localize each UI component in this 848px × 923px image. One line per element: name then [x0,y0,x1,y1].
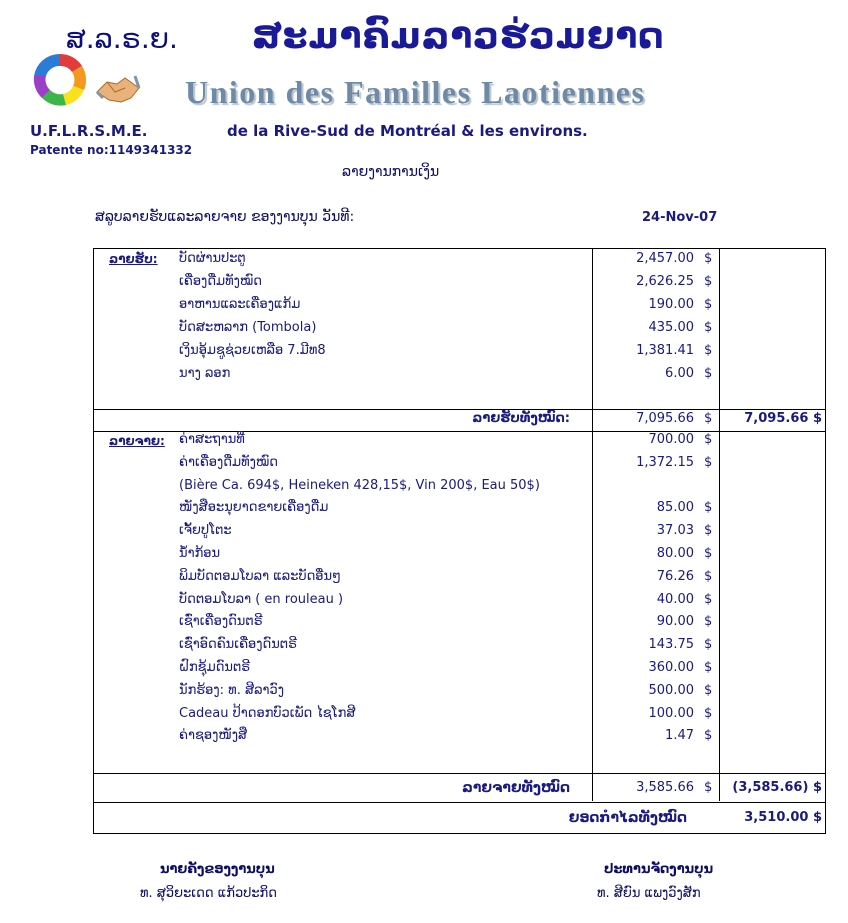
org-location: de la Rive-Sud de Montréal & les environs. [227,122,588,140]
expense-item-amount: 100.00 [648,705,694,721]
expense-total-divider [94,773,825,774]
income-item-currency: $ [704,343,713,358]
expense-item-amount: 85.00 [656,500,694,516]
income-total-amount: 7,095.66 [636,411,694,426]
income-item-label: ເຄື່ອງດື່ມທັງໝົດ [179,274,263,289]
expense-item-currency: $ [704,454,713,470]
total-column-divider [719,249,720,801]
expense-total-currency: $ [704,780,713,795]
expense-section-label: ລາຍຈາຍ: [109,434,165,448]
expense-item-currency: $ [704,660,713,675]
expense-item-label: ຄ່າເຄື່ອງດື່ມທັງໝົດ [179,454,278,470]
report-title: ລາຍງານການເງິນ [342,164,440,180]
expense-item-label: ນັກຮ້ອງ: ທ. ສີລາວົງ [179,682,285,698]
income-item-amount: 435.00 [648,320,694,335]
expense-total-amount: 3,585.66 [636,780,694,795]
treasurer-title: ນາຍຄັງຂອງງານບຸນ [160,862,275,877]
expense-item-amount: 1,372.15 [636,454,694,470]
expense-item-label: ໜັງສືອະນຸຍາດຂາຍເຄື່ອງດື່ມ [179,500,329,516]
income-item-amount: 2,457.00 [636,251,694,266]
expense-item-label: ຄ່າຊອງໜັງສື [179,728,248,744]
income-item-label: ບັດສະຫລາກ (Tombola) [179,320,317,335]
finance-table [93,248,826,834]
income-item-label: ເງິນອຸ້ມຊູຊ່ວຍເຫລືອ 7.ມີທ8 [179,343,326,358]
income-item-amount: 190.00 [648,297,694,312]
expense-item-amount: 40.00 [656,591,694,607]
expense-item-label: ນ້ຳກ້ອນ [179,546,221,561]
expense-item-currency: $ [704,614,713,630]
profit-divider [94,802,825,803]
expense-item-currency: $ [704,637,713,653]
expense-item-label: ເຈັ້ຍປູໂຕະ [179,523,232,539]
income-item-currency: $ [704,251,713,266]
expense-item-label: ບັດຕອມໂບລາ ( en rouleau ) [179,591,344,607]
org-french-title: Union des Familles Laotiennes [185,74,646,110]
income-total-divider [94,409,825,410]
expense-item-amount: 90.00 [656,614,694,630]
report-date: 24-Nov-07 [642,210,718,225]
expense-item-currency: $ [704,523,713,539]
expense-item-amount: 143.75 [648,637,694,653]
income-item-currency: $ [704,274,713,289]
income-total-currency: $ [704,411,713,426]
expense-total-label: ລາຍຈາຍທັງໝົດ [462,780,570,796]
expense-item-amount: 80.00 [656,546,694,561]
expense-item-currency: $ [704,705,713,721]
expense-item-currency: $ [704,728,713,744]
expense-item-amount: 360.00 [648,660,694,675]
expense-item-currency: $ [704,591,713,607]
treasurer-name: ທ. ສຸວິຍະເດດ ແກ້ວປະກິດ [140,886,277,901]
patent-number: Patente no:1149341332 [30,143,193,157]
income-grand-total: 7,095.66 $ [744,411,822,426]
expense-item-amount: 1.47 [665,728,694,744]
expense-item-label: (Bière Ca. 694$, Heineken 428,15$, Vin 200$, Eau 50$) [179,477,540,493]
summary-label: ສລູບລາຍຮັບແລະລາຍຈາຍ ຂອງງານບຸນ ວັນທີ: [95,209,355,225]
income-item-label: ບັດຜ່ານປະຕູ [179,251,246,266]
handshake-icon [95,68,141,106]
expense-item-label: ຄ່າສະຖານທີ່ [179,432,245,447]
expense-item-currency: $ [704,682,713,698]
expense-item-label: ເຊົ່າອົດຄົນເຄື່ອງດົນຕຣີ [179,637,298,653]
expense-item-label: ຝົກຊຸ້ມດົນຕຣີ [179,660,251,675]
expense-item-amount: 700.00 [648,432,694,447]
profit-amount: 3,510.00 $ [744,810,822,825]
org-code: U.F.L.R.S.M.E. [30,122,148,140]
income-item-currency: $ [704,320,713,335]
income-item-amount: 1,381.41 [636,343,694,358]
profit-label: ຍອດກຳໄລທັງໝົດ [568,810,687,826]
expense-item-currency: $ [704,568,713,584]
income-item-amount: 2,626.25 [636,274,694,289]
president-name: ທ. ສີຍົນ ແພງວົງສັກ [597,886,701,901]
org-lao-title: ສະມາຄົມລາວຮ່ວມຍາດ [252,16,665,57]
expense-item-label: ພິມບັດຕອມໂບລາ ແລະບັດອື່ນໆ [179,568,341,584]
expense-grand-total: (3,585.66) $ [732,780,822,795]
income-item-currency: $ [704,366,713,381]
president-title: ປະທານຈັດງານບຸນ [604,862,714,877]
income-item-label: ອາຫານແລະເຄື່ອງແກ້ມ [179,297,301,312]
expense-item-label: ເຊົ່າເຄື່ອງດົນຕຣີ [179,614,263,630]
expense-item-amount: 37.03 [656,523,694,539]
income-item-amount: 6.00 [665,366,694,381]
expense-item-amount: 76.26 [656,568,694,584]
income-section-label: ລາຍຮັບ: [109,252,158,266]
income-total-label: ລາຍຮັບທັງໝົດ: [472,411,570,426]
expense-item-currency: $ [704,546,713,561]
recycle-wheel-logo [30,50,90,110]
expense-item-currency: $ [704,432,713,447]
income-item-currency: $ [704,297,713,312]
org-abbreviation: ສ.ລ.ຣ.ຍ. [66,22,178,55]
expense-item-currency: $ [704,500,713,516]
expense-item-label: Cadeau ປ້າດອກບົວເພັດ ໄຊໂກສີ [179,705,356,721]
income-item-label: ນາງ ລອກ [179,366,231,381]
expense-item-amount: 500.00 [648,682,694,698]
